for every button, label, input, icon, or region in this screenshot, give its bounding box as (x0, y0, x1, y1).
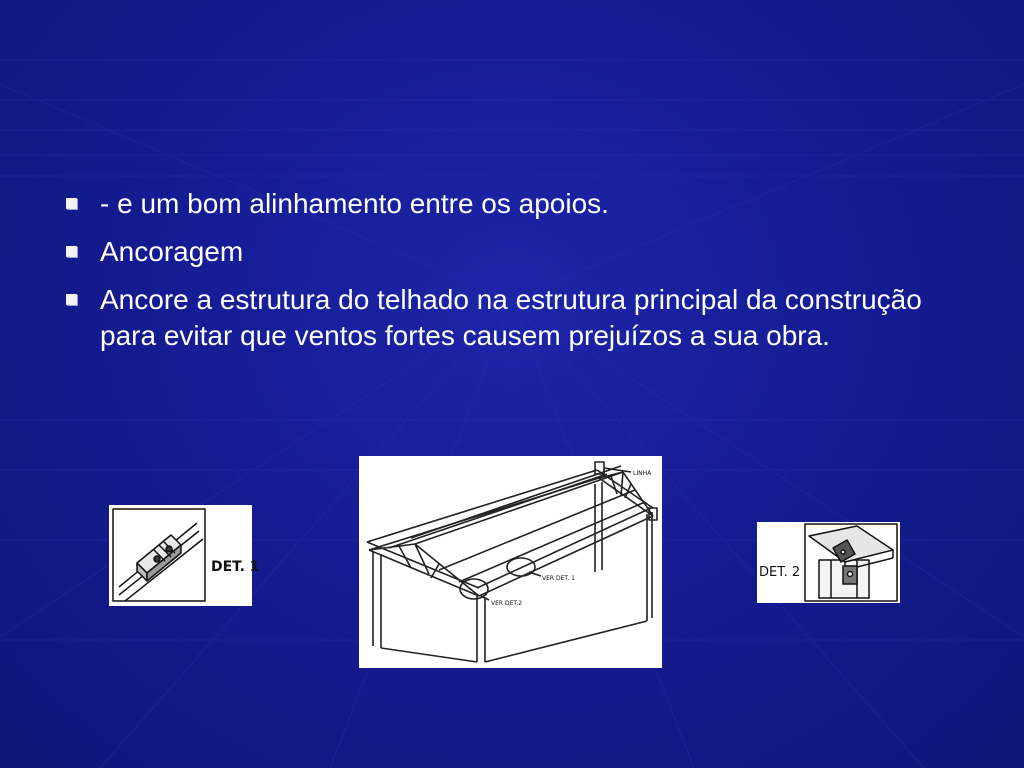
bullet-item (60, 234, 960, 270)
det2-label: DET. 2 (759, 565, 801, 580)
bullet-list (60, 186, 960, 366)
label-ver-det2: VER DET.2 (491, 600, 523, 607)
roof-structure-drawing (359, 456, 662, 668)
bullet-item (60, 282, 960, 354)
detail-2-drawing (757, 522, 900, 603)
det1-label: DET. 1 (211, 559, 260, 575)
detail-1-drawing (109, 505, 260, 606)
bullet-item (60, 186, 960, 222)
bullet-text: - e um bom alinhamento entre os apoios. (100, 188, 609, 219)
label-linha: LINHA (633, 470, 652, 477)
bullet-text: Ancoragem (100, 236, 244, 267)
square-bullet-icon (66, 198, 77, 209)
label-ver-det1: VER DET. 1 (542, 575, 575, 582)
square-bullet-icon (66, 246, 77, 257)
bullet-text: Ancore a estrutura do telhado na estrutura principal da construção para evitar que ventos fortes causem prejuízos a sua obra. (100, 284, 922, 351)
square-bullet-icon (66, 294, 77, 305)
